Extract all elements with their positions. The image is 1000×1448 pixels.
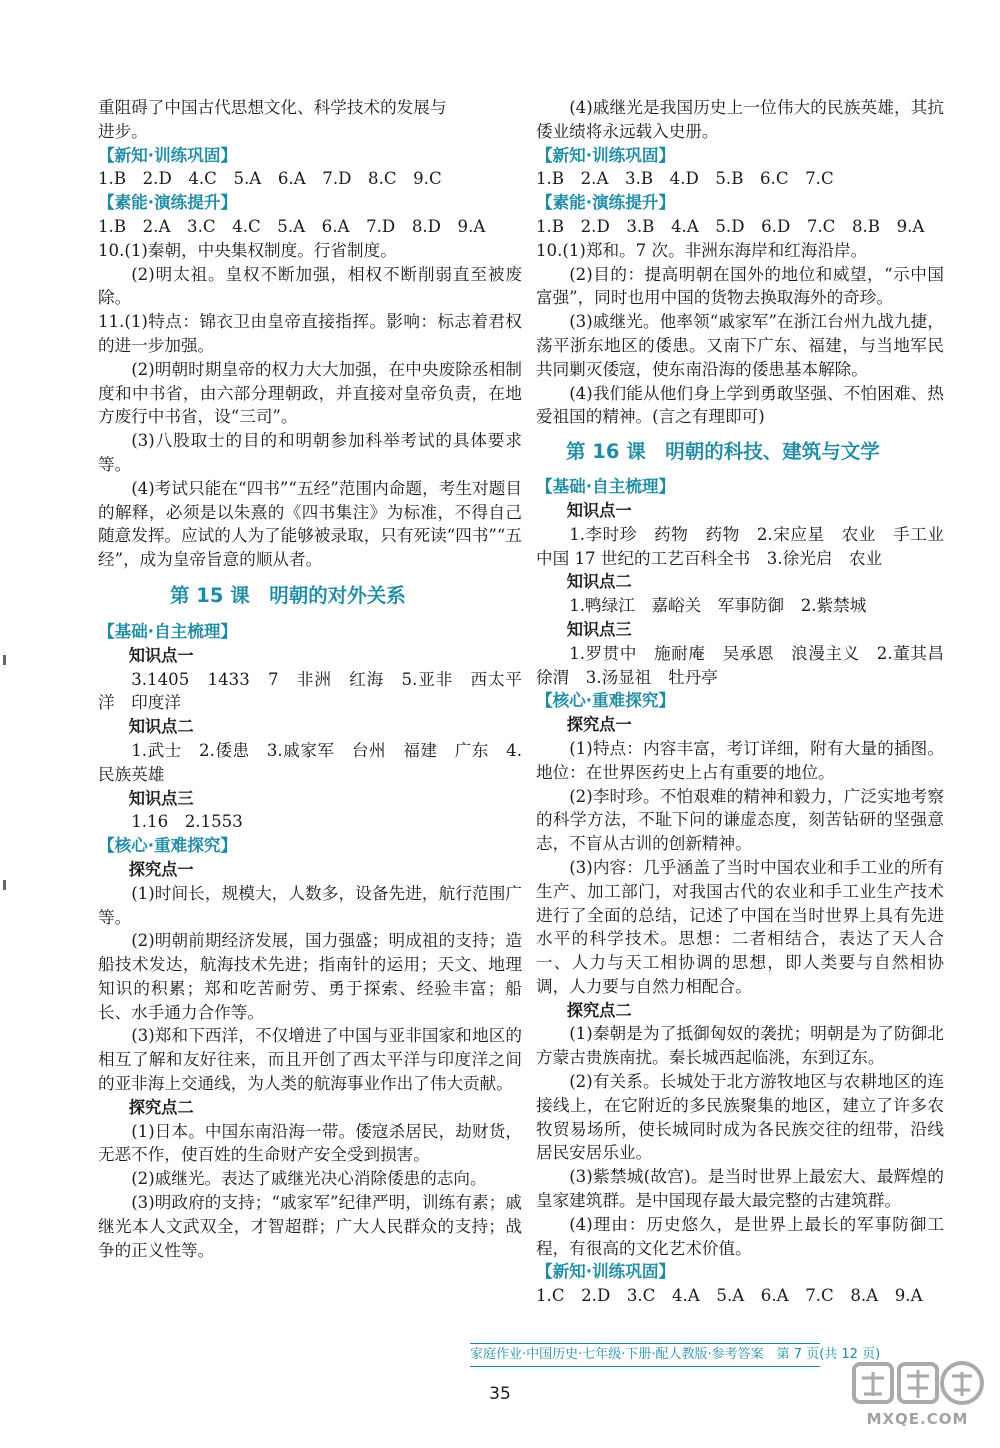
answer-item: (4)理由：历史悠久，是世界上最长的军事防御工程，有很高的文化艺术价值。 — [536, 1214, 944, 1258]
paragraph: 进步。 — [98, 121, 148, 141]
scan-edge-mark — [3, 655, 6, 665]
lesson-title-16: 第 16 课 明朝的科技、建筑与文学 — [566, 440, 880, 464]
section-heading-new-knowledge: 【新知·训练巩固】 — [98, 145, 238, 165]
answer-item: (1)秦朝是为了抵御匈奴的袭扰；明朝是为了防御北方蒙古贵族南扰。秦长城西起临洮，东到辽东。 — [536, 1024, 944, 1068]
answer-row: 1.B 2.D 3.B 4.A 5.D 6.D 7.C 8.B 9.A — [536, 216, 925, 236]
right-column — [536, 96, 961, 1308]
knowledge-point-heading: 知识点一 — [566, 500, 632, 520]
answer-item: (3)紫禁城(故宫)。是当时世界上最宏大、最辉煌的皇家建筑群。是中国现存最大最完整的古建筑群。 — [536, 1167, 944, 1211]
answer-item: (1)日本。中国东南沿海一带。倭寇杀居民，劫财货，无恶不作，使百姓的生命财产安全受到损害。 — [98, 1121, 522, 1165]
answer-item: 1.16 2.1553 — [131, 812, 243, 832]
answer-item: (1)时间长，规模大，人数多，设备先进，航行范围广等。 — [98, 883, 522, 927]
answer-item: (2)有关系。长城处于北方游牧地区与农耕地区的连接线上，在它附近的多民族聚集的地区，建立了许多农牧贸易场所，使长城同时成为各民族交往的纽带，沿线居民安居乐业。 — [536, 1072, 944, 1163]
answer-item: (1)特点：内容丰富，考订详细，附有大量的插图。地位：在世界医药史上占有重要的地位。 — [536, 738, 944, 782]
answer-item: (2)明朝前期经济发展，国力强盛；明成祖的支持；造船技术发达，航海技术先进；指南针的运用；天文、地理知识的积累；郑和吃苦耐劳、勇于探索、经验丰富；船长、水手通力合作等。 — [98, 931, 522, 1022]
answer-item: (3)内容：几乎涵盖了当时中国农业和手工业的所有生产、加工部门，对我国古代的农业和手工业生产技术进行了全面的总结，记述了中国在当时世界上具有先进水平的科学技术。思想：二者相结合，表达了天人合一、人力与天工相协调的思想，即人类要与自然相协调，人力要与自然力相配合。 — [536, 857, 944, 996]
answer-item: (4)我们能从他们身上学到勇敢坚强、不怕困难、热爱祖国的精神。(言之有理即可) — [536, 383, 944, 427]
section-heading-new-knowledge: 【新知·训练巩固】 — [536, 145, 676, 165]
answer-item: 11.(1)特点：锦衣卫由皇帝直接指挥。影响：标志着君权的进一步加强。 — [98, 312, 522, 355]
answer-item: (4)戚继光是我国历史上一位伟大的民族英雄，其抗倭业绩将永远载入史册。 — [536, 98, 944, 141]
answer-row: 1.B 2.D 4.C 5.A 6.A 7.D 8.C 9.C — [98, 169, 442, 189]
answer-item: (3)明政府的支持；“戚家军”纪律严明，训练有素；戚继光本人文武双全，才智超群；广大人民群众的支持；战争的正义性等。 — [98, 1193, 522, 1260]
exploration-point-heading: 探究点一 — [128, 859, 194, 879]
scan-edge-mark — [3, 880, 6, 890]
section-heading-core: 【核心·重难探究】 — [98, 836, 238, 856]
answer-item: (4)考试只能在“四书”“五经”范围内命题，考生对题目的解释，必须是以朱熹的《四书集注》为标准，不得自己随意发挥。应试的人为了能够被录取，只有死读“四书”“五经”，成为皇帝旨意的顺从者。 — [98, 478, 522, 570]
section-heading-new-knowledge: 【新知·训练巩固】 — [536, 1262, 676, 1282]
answer-item: 1.罗贯中 施耐庵 吴承恩 浪漫主义 2.董其昌 徐渭 3.汤显祖 牡丹亭 — [536, 643, 961, 687]
answer-item: (2)明太祖。皇权不断加强，相权不断削弱直至被废除。 — [98, 264, 522, 308]
section-heading-basics: 【基础·自主梳理】 — [98, 621, 238, 641]
answer-item: (3)郑和下西洋，不仅增进了中国与亚非国家和地区的相互了解和友好往来，而且开创了西太平洋与印度洋之间的亚非海上交通线，为人类的航海事业作出了伟大贡献。 — [98, 1026, 522, 1094]
answer-circle-logo-icon — [850, 1356, 985, 1412]
answer-row: 1.B 2.A 3.C 4.C 5.A 6.A 7.D 8.D 9.A — [98, 216, 486, 236]
section-heading-core: 【核心·重难探究】 — [536, 691, 676, 711]
answer-item: (2)戚继光。表达了戚继光决心消除倭患的志向。 — [131, 1169, 487, 1189]
answer-item: (3)八股取士的目的和明朝参加科举考试的具体要求等。 — [98, 431, 522, 474]
answer-item: (2)明朝时期皇帝的权力大大加强，在中央废除丞相制度和中书省，由六部分理朝政，并直接对皇帝负责，在地方废行中书省，设“三司”。 — [98, 359, 522, 427]
left-column — [98, 96, 522, 1262]
knowledge-point-heading: 知识点二 — [566, 572, 632, 592]
answer-item: (3)戚继光。他率领“戚家军”在浙江台州九战九捷，荡平浙东地区的倭患。又南下广东、福建，与当地军民共同剿灭倭寇，使东南沿海的倭患基本解除。 — [536, 312, 944, 379]
answer-item: (2)李时珍。不怕艰难的精神和毅力，广泛实地考察的科学方法，不耻下问的谦虚态度，刻苦钻研的坚强意志，不盲从古训的创新精神。 — [536, 786, 944, 854]
exploration-point-heading: 探究点二 — [566, 1000, 632, 1020]
answer-item: 1.鸭绿江 嘉峪关 军事防御 2.紫禁城 — [569, 596, 867, 616]
answer-item: 1.武士 2.倭患 3.戚家军 台州 福建 广东 4.民族英雄 — [98, 740, 522, 784]
section-heading-skills: 【素能·演练提升】 — [536, 193, 676, 213]
knowledge-point-heading: 知识点三 — [128, 788, 194, 808]
paragraph: 重阻碍了中国古代思想文化、科学技术的发展与 — [98, 98, 447, 117]
knowledge-point-heading: 知识点一 — [128, 645, 194, 665]
answer-item: 1.李时珍 药物 药物 2.宋应星 农业 手工业 中国 17 世纪的工艺百科全书 3.徐光启 农业 — [536, 524, 961, 568]
exploration-point-heading: 探究点一 — [566, 715, 632, 735]
answer-item: 10.(1)郑和。7 次。非洲东海岸和红海沿岸。 — [536, 240, 868, 260]
knowledge-point-heading: 知识点二 — [128, 717, 194, 737]
answer-item: 10.(1)秦朝，中央集权制度。行省制度。 — [98, 240, 397, 260]
knowledge-point-heading: 知识点三 — [566, 619, 632, 639]
answer-row: 1.B 2.A 3.B 4.D 5.B 6.C 7.C — [536, 169, 834, 189]
answer-item: (2)目的：提高明朝在国外的地位和威望，“示中国富强”，同时也用中国的货物去换取海外的奇珍。 — [536, 264, 944, 308]
section-heading-skills: 【素能·演练提升】 — [98, 193, 238, 213]
watermark-text: MXQE.COM — [866, 1410, 969, 1428]
answer-item: 3.1405 1433 7 非洲 红海 5.亚非 西太平洋 印度洋 — [98, 669, 522, 713]
running-footer: 家庭作业·中国历史·七年级·下册·配人教版·参考答案 第 7 页(共 12 页) — [470, 1343, 820, 1367]
lesson-title-15: 第 15 课 明朝的对外关系 — [170, 583, 406, 607]
page-number: 35 — [489, 1384, 511, 1404]
answer-row: 1.C 2.D 3.C 4.A 5.A 6.A 7.C 8.A 9.A — [536, 1286, 923, 1306]
section-heading-basics: 【基础·自主梳理】 — [536, 477, 676, 497]
watermark-logo — [850, 1356, 985, 1438]
exploration-point-heading: 探究点二 — [128, 1097, 194, 1117]
